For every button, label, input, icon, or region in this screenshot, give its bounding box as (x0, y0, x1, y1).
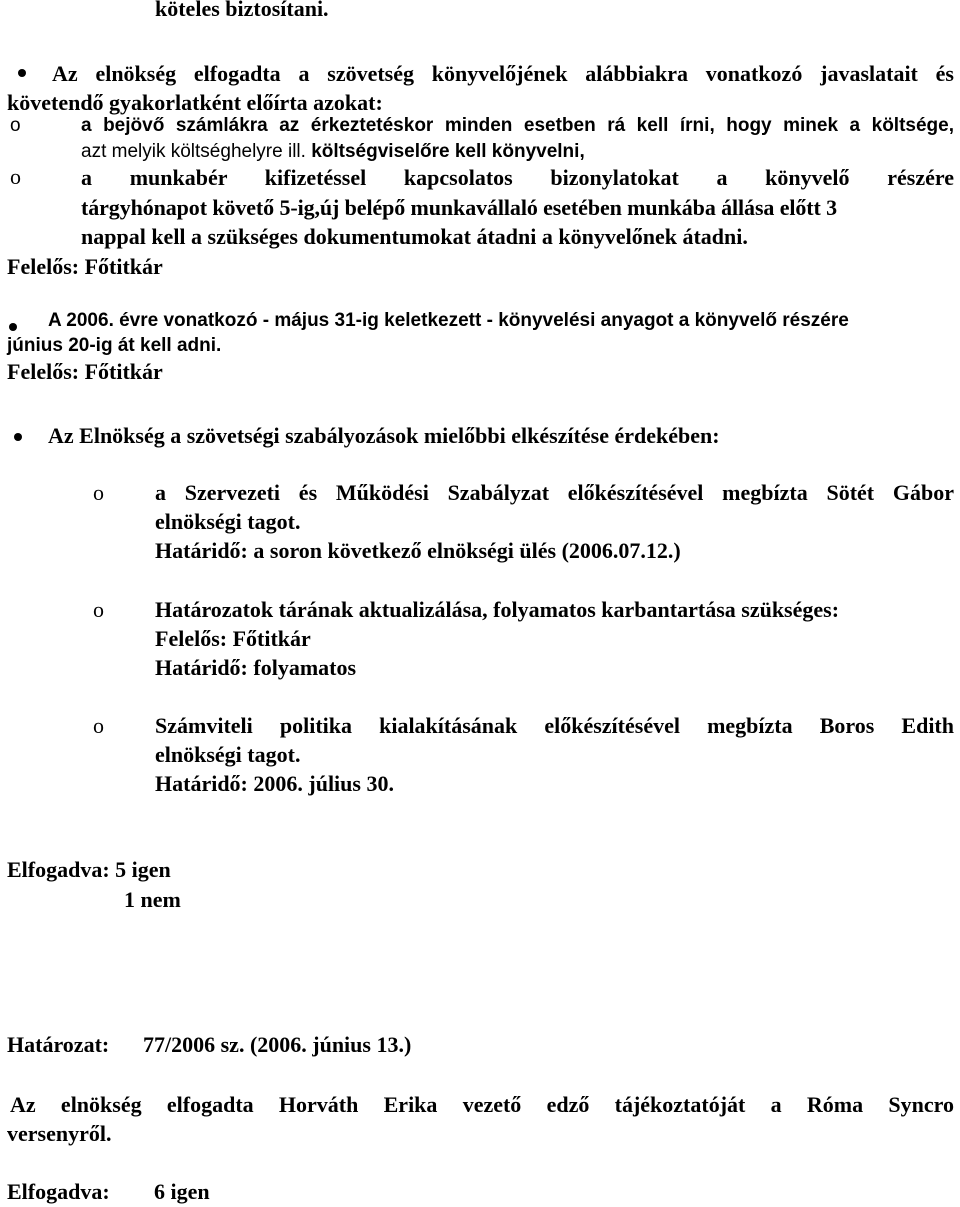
responsible-label: Felelős: Főtitkár (155, 626, 311, 651)
resolution-label: Határozat: (7, 1032, 110, 1057)
deadline-label: Határidő: 2006. július 30. (155, 771, 394, 796)
item2-line2: június 20-ig át kell adni. (7, 335, 222, 356)
item1-sub1-line1: a bejövő számlákra az érkeztetéskor minden esetben rá kell írni, hogy minek a költsége, (81, 115, 954, 136)
item1-sub2-line3: nappal kell a szükséges dokumentumokat átadni a könyvelőnek átadni. (81, 224, 748, 249)
vote-result-value: 6 igen (154, 1179, 210, 1204)
item2-line1: A 2006. évre vonatkozó - május 31-ig keletkezett - könyvelési anyagot a könyvelő részére (48, 310, 849, 331)
item3-sub3-line1: Számviteli politika kialakításának előkészítésével megbízta Boros Edith (155, 713, 954, 738)
bullet-icon (18, 69, 26, 77)
item1-sub2-line1: a munkabér kifizetéssel kapcsolatos bizonylatokat a könyvelő részére (81, 165, 954, 190)
resolution-number: 77/2006 sz. (2006. június 13.) (143, 1032, 412, 1057)
item1-sub2-line2: tárgyhónapot követő 5-ig,új belépő munkavállaló esetében munkába állása előtt 3 (81, 195, 838, 220)
item3-sub2-line1: Határozatok tárának aktualizálása, folyamatos karbantartása szükséges: (155, 597, 840, 622)
item3-heading: Az Elnökség a szövetségi szabályozások mielőbbi elkészítése érdekében: (48, 423, 720, 448)
bullet-icon (9, 323, 17, 331)
deadline-label: Határidő: a soron következő elnökségi ülés (2006.07.12.) (155, 538, 681, 563)
deadline-label: Határidő: folyamatos (155, 655, 357, 680)
sub-bullet-marker: o (93, 597, 104, 622)
paragraph-line1: Az elnökség elfogadta Horváth Erika vezető edző tájékoztatóját a Róma Syncro (10, 1092, 954, 1117)
sub-bullet-marker: o (93, 480, 104, 505)
vote-result: Elfogadva: 5 igen (7, 857, 171, 882)
continuation-text: köteles biztosítani. (155, 0, 329, 21)
sub-bullet-marker: o (93, 713, 104, 738)
item1-sub1-line2: azt melyik költséghelyre ill. költségviselőre kell könyvelni, (81, 141, 585, 162)
paragraph-line2: versenyről. (7, 1121, 112, 1146)
vote-result-no: 1 nem (124, 887, 181, 912)
bullet-icon (14, 433, 22, 441)
item1-line1: Az elnökség elfogadta a szövetség könyvelőjének alábbiakra vonatkozó javaslatait és (52, 61, 954, 86)
item3-sub1-line1: a Szervezeti és Működési Szabályzat előkészítésével megbízta Sötét Gábor (155, 480, 954, 505)
responsible-label: Felelős: Főtitkár (7, 359, 163, 384)
item1-line2: követendő gyakorlatként előírta azokat: (7, 90, 383, 115)
item3-sub3-line2: elnökségi tagot. (155, 742, 301, 767)
vote-result: Elfogadva: (7, 1179, 110, 1204)
sub-bullet-marker: o (10, 164, 21, 189)
sub-bullet-marker: o (10, 115, 21, 136)
responsible-label: Felelős: Főtitkár (7, 254, 163, 279)
item3-sub1-line2: elnökségi tagot. (155, 509, 301, 534)
